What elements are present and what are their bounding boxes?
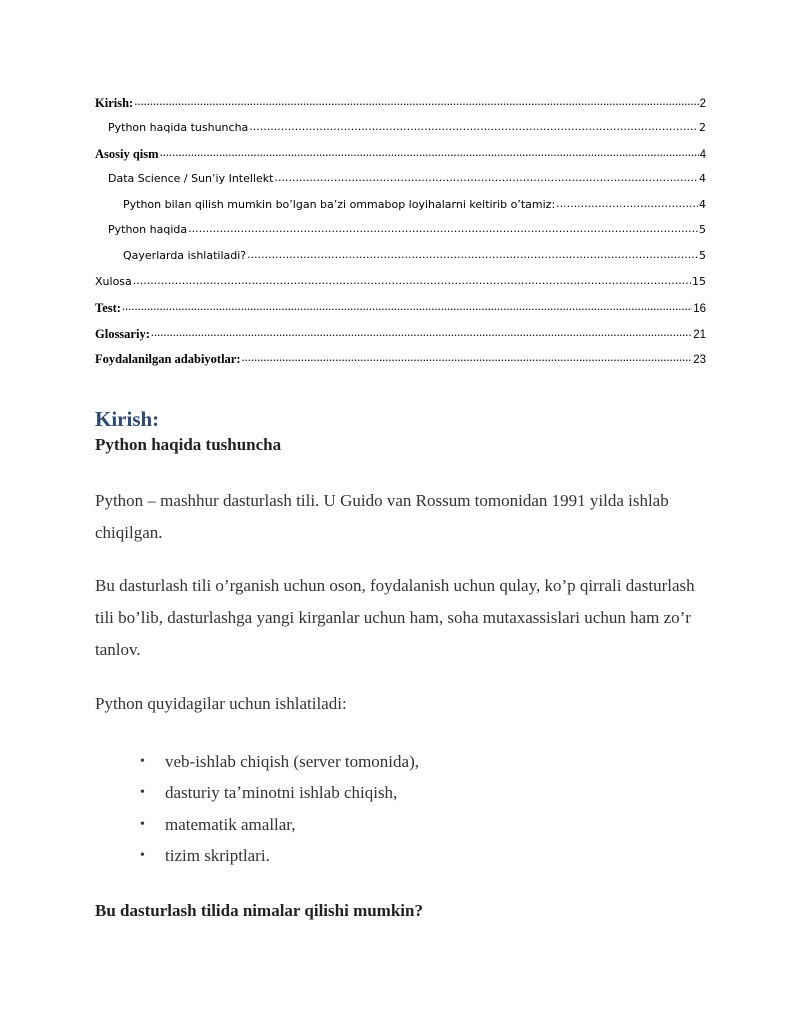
- toc-entry-loyihalar[interactable]: [95, 197, 706, 223]
- paragraph-intro: Python – mashhur dasturlash tili. U Guido van Rossum tomonidan 1991 yilda ishlab chiqilgan.: [95, 491, 669, 542]
- list-item-text: veb-ishlab chiqish (server tomonida),: [165, 752, 419, 771]
- toc-entry-title: Qayerlarda ishlatiladi?: [123, 249, 247, 263]
- bullet-icon: •: [140, 754, 145, 769]
- toc-page-number: 23: [693, 354, 706, 367]
- section-heading: Kirish:: [95, 407, 160, 431]
- bullet-icon: •: [140, 785, 145, 801]
- toc-entry-title: Kirish:: [95, 95, 134, 110]
- toc-entry-qayerlarda[interactable]: [95, 248, 706, 274]
- toc-entry-title: Python bilan qilish mumkin bo’lgan ba’zi ommabop loyihalarni keltirib o’tamiz:: [123, 197, 556, 211]
- toc-entry-title: Foydalanilgan adabiyotlar:: [95, 352, 241, 367]
- paragraph-uses-intro: Python quyidagilar uchun ishlatiladi:: [95, 694, 347, 713]
- toc-page-number: 16: [693, 303, 706, 315]
- toc-leader-dots: [274, 171, 698, 182]
- toc-leader-dots: [160, 145, 699, 158]
- toc-leader-dots: [122, 300, 692, 313]
- toc-leader-dots: [133, 274, 691, 285]
- toc-page-number: 2: [699, 120, 706, 134]
- toc-entry-title: Data Science / Sun’iy Intellekt: [108, 172, 274, 186]
- toc-entry-title: Asosiy qism: [95, 146, 159, 161]
- toc-entry-asosiy-qism[interactable]: [95, 145, 706, 171]
- toc-page-number: 4: [699, 148, 706, 161]
- toc-leader-dots: [249, 120, 698, 131]
- toc-entry-adabiyotlar[interactable]: [95, 351, 706, 377]
- toc-page-number: 15: [692, 274, 706, 288]
- paragraph-description: Bu dasturlash tili o’rganish uchun oson, foydalanish uchun qulay, ko’p qirrali dasturlash tili bo’lib, dasturlashga yangi kirganlar uchun ham, soha mutaxassislari uchun ham zo’r tanlov.: [95, 576, 695, 659]
- list-item-text: matematik amallar,: [165, 814, 296, 834]
- toc-entry-title: Python haqida tushuncha: [108, 120, 249, 134]
- toc-leader-dots: [556, 197, 698, 208]
- list-item-text: tizim skriptlari.: [165, 845, 270, 865]
- toc-entry-title: Xulosa: [95, 274, 132, 288]
- list-item: [140, 777, 419, 808]
- toc-leader-dots: [151, 325, 692, 338]
- toc-entry-python-haqida[interactable]: [95, 222, 706, 248]
- toc-entry-data-science[interactable]: [95, 171, 706, 197]
- toc-leader-dots: [134, 94, 698, 107]
- toc-leader-dots: [247, 248, 698, 259]
- bullet-icon: •: [140, 816, 145, 832]
- toc-page-number: 5: [699, 223, 706, 237]
- list-item-text: dasturiy taʼminotni ishlab chiqish,: [165, 783, 398, 803]
- bullet-icon: •: [140, 847, 145, 863]
- toc-leader-dots: [188, 222, 698, 233]
- list-item: [140, 809, 419, 840]
- toc-entry-kirish[interactable]: [95, 94, 706, 120]
- toc-entry-xulosa[interactable]: [95, 274, 706, 300]
- toc-page-number: 5: [699, 249, 706, 263]
- subsection-heading-2: Bu dasturlash tilida nimalar qilishi mumkin?: [95, 901, 423, 920]
- toc-page-number: 21: [693, 328, 706, 341]
- toc-entry-title: Test:: [95, 301, 121, 315]
- toc-leader-dots: [242, 351, 693, 364]
- table-of-contents: [95, 94, 706, 377]
- list-item: [140, 840, 419, 871]
- toc-page-number: 2: [699, 97, 706, 110]
- toc-entry-python-haqida-tushuncha[interactable]: [95, 120, 706, 146]
- toc-entry-glossariy[interactable]: [95, 325, 706, 351]
- subsection-heading: Python haqida tushuncha: [95, 435, 282, 454]
- uses-list: [140, 746, 419, 871]
- toc-entry-title: Python haqida: [108, 223, 188, 237]
- toc-page-number: 4: [699, 172, 706, 186]
- toc-page-number: 4: [699, 197, 706, 211]
- toc-entry-title: Glossariy:: [95, 326, 150, 341]
- list-item: [140, 746, 419, 777]
- toc-entry-test[interactable]: [95, 300, 706, 326]
